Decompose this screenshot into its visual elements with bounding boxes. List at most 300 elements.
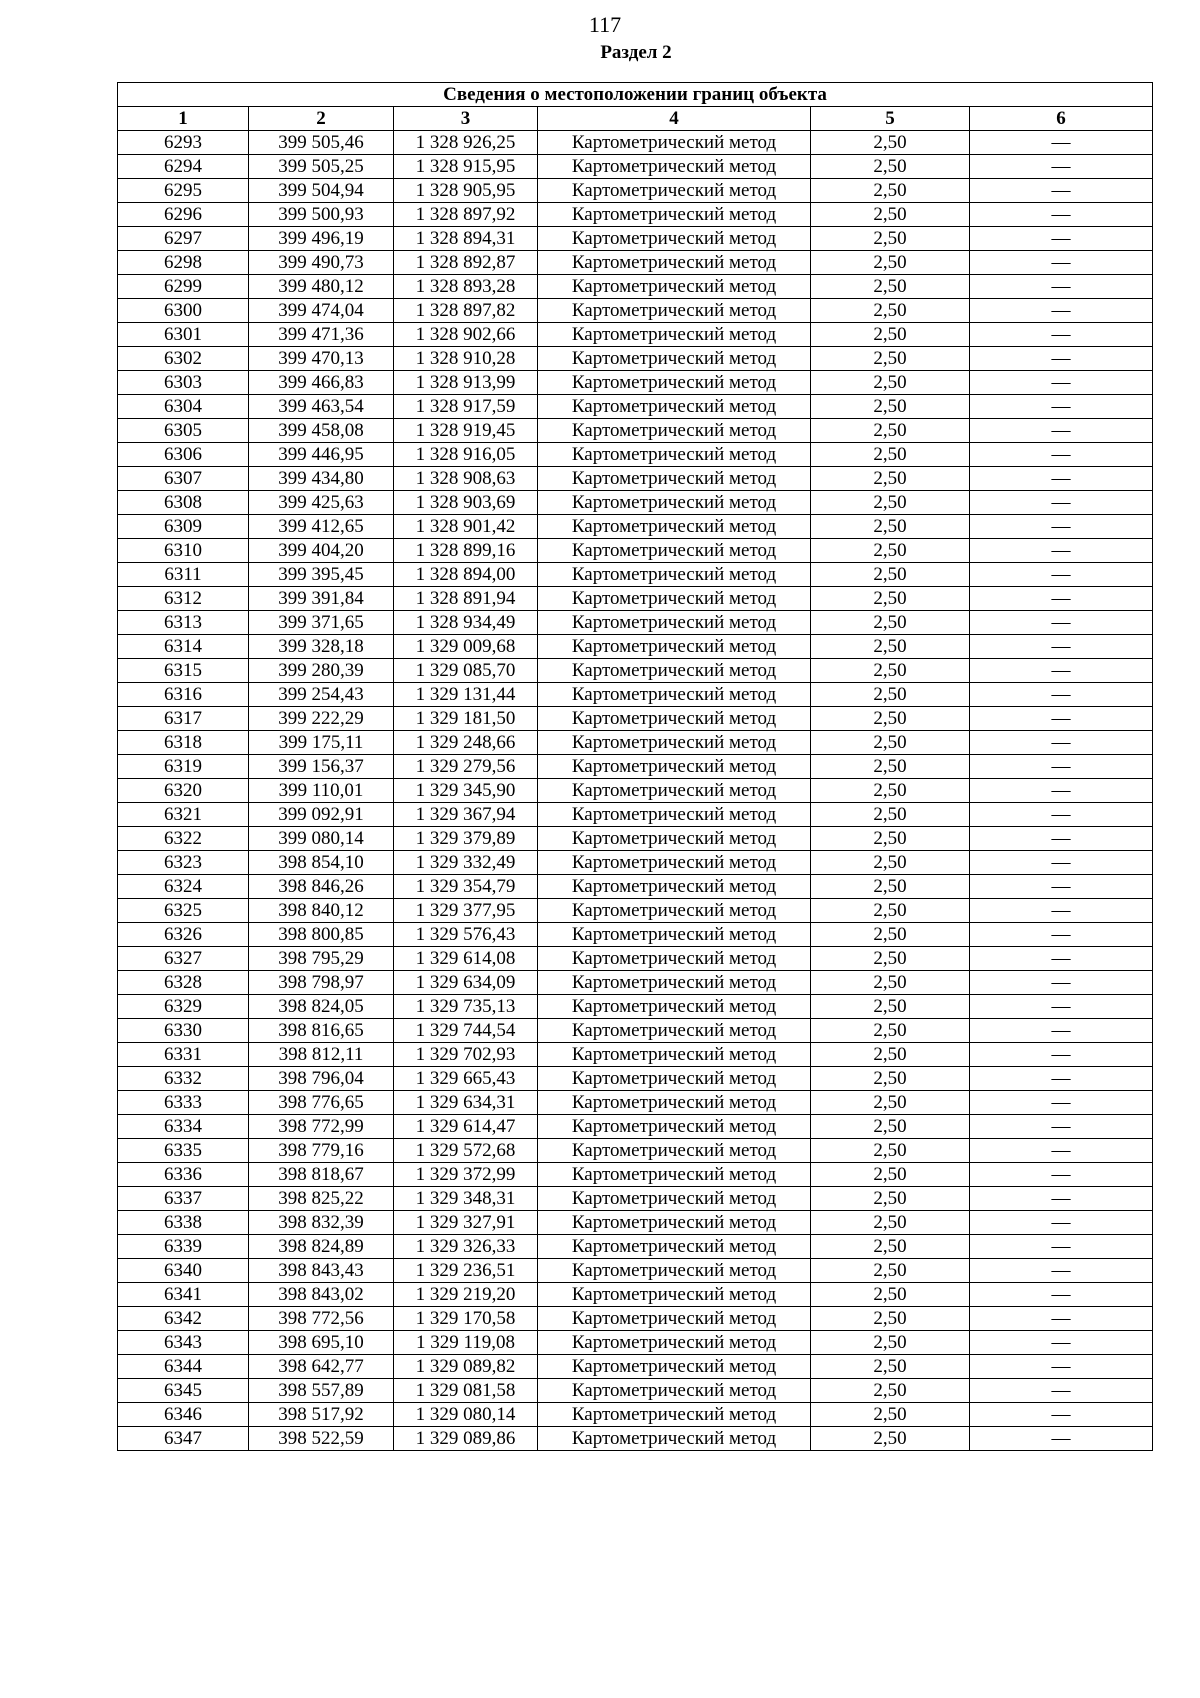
table-row — [118, 779, 1153, 803]
x-coordinate-cell: 399 110,01 — [249, 779, 394, 803]
y-coordinate-cell: 1 328 901,42 — [394, 515, 538, 539]
method-cell: Картометрический метод — [538, 1163, 811, 1187]
description-cell: — — [970, 515, 1153, 539]
table-row — [118, 131, 1153, 155]
accuracy-cell: 2,50 — [811, 227, 970, 251]
method-cell: Картометрический метод — [538, 419, 811, 443]
method-cell: Картометрический метод — [538, 323, 811, 347]
method-cell: Картометрический метод — [538, 1019, 811, 1043]
x-coordinate-cell: 399 175,11 — [249, 731, 394, 755]
table-row — [118, 1307, 1153, 1331]
description-cell: — — [970, 659, 1153, 683]
y-coordinate-cell: 1 329 348,31 — [394, 1187, 538, 1211]
method-cell: Картометрический метод — [538, 443, 811, 467]
table-row — [118, 419, 1153, 443]
accuracy-cell: 2,50 — [811, 1331, 970, 1355]
table-row — [118, 827, 1153, 851]
x-coordinate-cell: 399 458,08 — [249, 419, 394, 443]
method-cell: Картометрический метод — [538, 491, 811, 515]
description-cell: — — [970, 611, 1153, 635]
y-coordinate-cell: 1 328 894,00 — [394, 563, 538, 587]
accuracy-cell: 2,50 — [811, 707, 970, 731]
y-coordinate-cell: 1 328 899,16 — [394, 539, 538, 563]
y-coordinate-cell: 1 329 131,44 — [394, 683, 538, 707]
point-number-cell: 6331 — [118, 1043, 249, 1067]
y-coordinate-cell: 1 328 910,28 — [394, 347, 538, 371]
description-cell: — — [970, 371, 1153, 395]
table-row — [118, 899, 1153, 923]
point-number-cell: 6310 — [118, 539, 249, 563]
accuracy-cell: 2,50 — [811, 1091, 970, 1115]
table-row — [118, 971, 1153, 995]
description-cell: — — [970, 683, 1153, 707]
point-number-cell: 6297 — [118, 227, 249, 251]
method-cell: Картометрический метод — [538, 875, 811, 899]
y-coordinate-cell: 1 329 614,08 — [394, 947, 538, 971]
accuracy-cell: 2,50 — [811, 179, 970, 203]
y-coordinate-cell: 1 329 702,93 — [394, 1043, 538, 1067]
point-number-cell: 6330 — [118, 1019, 249, 1043]
accuracy-cell: 2,50 — [811, 515, 970, 539]
table-row — [118, 1259, 1153, 1283]
accuracy-cell: 2,50 — [811, 491, 970, 515]
description-cell: — — [970, 755, 1153, 779]
method-cell: Картометрический метод — [538, 803, 811, 827]
x-coordinate-cell: 399 446,95 — [249, 443, 394, 467]
y-coordinate-cell: 1 328 913,99 — [394, 371, 538, 395]
point-number-cell: 6323 — [118, 851, 249, 875]
table-row — [118, 1019, 1153, 1043]
description-cell: — — [970, 539, 1153, 563]
description-cell: — — [970, 395, 1153, 419]
y-coordinate-cell: 1 329 080,14 — [394, 1403, 538, 1427]
y-coordinate-cell: 1 328 897,92 — [394, 203, 538, 227]
x-coordinate-cell: 399 500,93 — [249, 203, 394, 227]
method-cell: Картометрический метод — [538, 947, 811, 971]
y-coordinate-cell: 1 329 572,68 — [394, 1139, 538, 1163]
table-row — [118, 731, 1153, 755]
point-number-cell: 6335 — [118, 1139, 249, 1163]
point-number-cell: 6340 — [118, 1259, 249, 1283]
description-cell: — — [970, 875, 1153, 899]
description-cell: — — [970, 731, 1153, 755]
table-row — [118, 1091, 1153, 1115]
description-cell: — — [970, 1283, 1153, 1307]
method-cell: Картометрический метод — [538, 1187, 811, 1211]
y-coordinate-cell: 1 328 894,31 — [394, 227, 538, 251]
description-cell: — — [970, 707, 1153, 731]
method-cell: Картометрический метод — [538, 1283, 811, 1307]
description-cell: — — [970, 1019, 1153, 1043]
method-cell: Картометрический метод — [538, 371, 811, 395]
x-coordinate-cell: 399 080,14 — [249, 827, 394, 851]
method-cell: Картометрический метод — [538, 155, 811, 179]
point-number-cell: 6305 — [118, 419, 249, 443]
description-cell: — — [970, 851, 1153, 875]
x-coordinate-cell: 399 434,80 — [249, 467, 394, 491]
point-number-cell: 6342 — [118, 1307, 249, 1331]
point-number-cell: 6344 — [118, 1355, 249, 1379]
table-row — [118, 1187, 1153, 1211]
point-number-cell: 6322 — [118, 827, 249, 851]
point-number-cell: 6314 — [118, 635, 249, 659]
x-coordinate-cell: 398 816,65 — [249, 1019, 394, 1043]
x-coordinate-cell: 398 798,97 — [249, 971, 394, 995]
table-row — [118, 659, 1153, 683]
x-coordinate-cell: 398 772,99 — [249, 1115, 394, 1139]
point-number-cell: 6337 — [118, 1187, 249, 1211]
method-cell: Картометрический метод — [538, 635, 811, 659]
accuracy-cell: 2,50 — [811, 539, 970, 563]
description-cell: — — [970, 779, 1153, 803]
table-row — [118, 443, 1153, 467]
point-number-cell: 6303 — [118, 371, 249, 395]
x-coordinate-cell: 398 843,43 — [249, 1259, 394, 1283]
accuracy-cell: 2,50 — [811, 1139, 970, 1163]
method-cell: Картометрический метод — [538, 995, 811, 1019]
method-cell: Картометрический метод — [538, 1307, 811, 1331]
x-coordinate-cell: 398 795,29 — [249, 947, 394, 971]
x-coordinate-cell: 398 800,85 — [249, 923, 394, 947]
method-cell: Картометрический метод — [538, 539, 811, 563]
x-coordinate-cell: 399 463,54 — [249, 395, 394, 419]
point-number-cell: 6332 — [118, 1067, 249, 1091]
y-coordinate-cell: 1 329 576,43 — [394, 923, 538, 947]
description-cell: — — [970, 1235, 1153, 1259]
description-cell: — — [970, 347, 1153, 371]
description-cell: — — [970, 419, 1153, 443]
y-coordinate-cell: 1 329 372,99 — [394, 1163, 538, 1187]
table-row — [118, 1235, 1153, 1259]
accuracy-cell: 2,50 — [811, 827, 970, 851]
table-row — [118, 515, 1153, 539]
y-coordinate-cell: 1 328 897,82 — [394, 299, 538, 323]
table-row — [118, 1043, 1153, 1067]
table-row — [118, 227, 1153, 251]
method-cell: Картометрический метод — [538, 923, 811, 947]
accuracy-cell: 2,50 — [811, 323, 970, 347]
description-cell: — — [970, 443, 1153, 467]
table-row — [118, 923, 1153, 947]
method-cell: Картометрический метод — [538, 467, 811, 491]
table-row — [118, 947, 1153, 971]
accuracy-cell: 2,50 — [811, 1283, 970, 1307]
description-cell: — — [970, 1211, 1153, 1235]
x-coordinate-cell: 399 490,73 — [249, 251, 394, 275]
x-coordinate-cell: 398 522,59 — [249, 1427, 394, 1451]
column-header: 5 — [811, 107, 970, 131]
x-coordinate-cell: 399 328,18 — [249, 635, 394, 659]
y-coordinate-cell: 1 329 279,56 — [394, 755, 538, 779]
x-coordinate-cell: 398 846,26 — [249, 875, 394, 899]
y-coordinate-cell: 1 329 614,47 — [394, 1115, 538, 1139]
table-row — [118, 1379, 1153, 1403]
table-row — [118, 611, 1153, 635]
accuracy-cell: 2,50 — [811, 923, 970, 947]
method-cell: Картометрический метод — [538, 731, 811, 755]
x-coordinate-cell: 398 824,89 — [249, 1235, 394, 1259]
point-number-cell: 6313 — [118, 611, 249, 635]
method-cell: Картометрический метод — [538, 1379, 811, 1403]
y-coordinate-cell: 1 329 744,54 — [394, 1019, 538, 1043]
table-row — [118, 155, 1153, 179]
accuracy-cell: 2,50 — [811, 443, 970, 467]
x-coordinate-cell: 398 557,89 — [249, 1379, 394, 1403]
x-coordinate-cell: 399 391,84 — [249, 587, 394, 611]
method-cell: Картометрический метод — [538, 1067, 811, 1091]
description-cell: — — [970, 467, 1153, 491]
method-cell: Картометрический метод — [538, 971, 811, 995]
y-coordinate-cell: 1 329 377,95 — [394, 899, 538, 923]
point-number-cell: 6321 — [118, 803, 249, 827]
accuracy-cell: 2,50 — [811, 1163, 970, 1187]
accuracy-cell: 2,50 — [811, 371, 970, 395]
point-number-cell: 6334 — [118, 1115, 249, 1139]
point-number-cell: 6345 — [118, 1379, 249, 1403]
accuracy-cell: 2,50 — [811, 851, 970, 875]
x-coordinate-cell: 398 779,16 — [249, 1139, 394, 1163]
point-number-cell: 6316 — [118, 683, 249, 707]
accuracy-cell: 2,50 — [811, 779, 970, 803]
x-coordinate-cell: 399 425,63 — [249, 491, 394, 515]
accuracy-cell: 2,50 — [811, 1379, 970, 1403]
accuracy-cell: 2,50 — [811, 635, 970, 659]
y-coordinate-cell: 1 329 332,49 — [394, 851, 538, 875]
table-row — [118, 563, 1153, 587]
description-cell: — — [970, 1043, 1153, 1067]
accuracy-cell: 2,50 — [811, 1043, 970, 1067]
accuracy-cell: 2,50 — [811, 731, 970, 755]
y-coordinate-cell: 1 329 379,89 — [394, 827, 538, 851]
description-cell: — — [970, 971, 1153, 995]
accuracy-cell: 2,50 — [811, 1211, 970, 1235]
method-cell: Картометрический метод — [538, 659, 811, 683]
accuracy-cell: 2,50 — [811, 395, 970, 419]
table-row — [118, 707, 1153, 731]
table-row — [118, 1211, 1153, 1235]
y-coordinate-cell: 1 328 916,05 — [394, 443, 538, 467]
x-coordinate-cell: 398 843,02 — [249, 1283, 394, 1307]
accuracy-cell: 2,50 — [811, 755, 970, 779]
description-cell: — — [970, 1379, 1153, 1403]
method-cell: Картометрический метод — [538, 395, 811, 419]
accuracy-cell: 2,50 — [811, 275, 970, 299]
x-coordinate-cell: 398 832,39 — [249, 1211, 394, 1235]
point-number-cell: 6324 — [118, 875, 249, 899]
description-cell: — — [970, 899, 1153, 923]
description-cell: — — [970, 1355, 1153, 1379]
table-row — [118, 1283, 1153, 1307]
table-row — [118, 1163, 1153, 1187]
x-coordinate-cell: 399 395,45 — [249, 563, 394, 587]
y-coordinate-cell: 1 328 915,95 — [394, 155, 538, 179]
x-coordinate-cell: 398 812,11 — [249, 1043, 394, 1067]
method-cell: Картометрический метод — [538, 1091, 811, 1115]
y-coordinate-cell: 1 329 119,08 — [394, 1331, 538, 1355]
point-number-cell: 6308 — [118, 491, 249, 515]
point-number-cell: 6294 — [118, 155, 249, 179]
point-number-cell: 6325 — [118, 899, 249, 923]
x-coordinate-cell: 399 404,20 — [249, 539, 394, 563]
y-coordinate-cell: 1 328 908,63 — [394, 467, 538, 491]
accuracy-cell: 2,50 — [811, 995, 970, 1019]
method-cell: Картометрический метод — [538, 251, 811, 275]
table-row — [118, 1403, 1153, 1427]
table-row — [118, 587, 1153, 611]
description-cell: — — [970, 1307, 1153, 1331]
point-number-cell: 6304 — [118, 395, 249, 419]
method-cell: Картометрический метод — [538, 1235, 811, 1259]
y-coordinate-cell: 1 328 917,59 — [394, 395, 538, 419]
x-coordinate-cell: 398 796,04 — [249, 1067, 394, 1091]
point-number-cell: 6317 — [118, 707, 249, 731]
x-coordinate-cell: 399 412,65 — [249, 515, 394, 539]
method-cell: Картометрический метод — [538, 707, 811, 731]
column-number-row — [118, 107, 1153, 131]
page-number: 117 — [588, 12, 622, 37]
y-coordinate-cell: 1 328 903,69 — [394, 491, 538, 515]
method-cell: Картометрический метод — [538, 515, 811, 539]
point-number-cell: 6341 — [118, 1283, 249, 1307]
accuracy-cell: 2,50 — [811, 611, 970, 635]
point-number-cell: 6346 — [118, 1403, 249, 1427]
y-coordinate-cell: 1 328 893,28 — [394, 275, 538, 299]
method-cell: Картометрический метод — [538, 275, 811, 299]
table-row — [118, 347, 1153, 371]
method-cell: Картометрический метод — [538, 179, 811, 203]
section-title: Раздел 2 — [600, 42, 672, 63]
accuracy-cell: 2,50 — [811, 971, 970, 995]
accuracy-cell: 2,50 — [811, 467, 970, 491]
table-row — [118, 1115, 1153, 1139]
description-cell: — — [970, 203, 1153, 227]
table-row — [118, 683, 1153, 707]
accuracy-cell: 2,50 — [811, 587, 970, 611]
description-cell: — — [970, 587, 1153, 611]
column-header: 6 — [970, 107, 1153, 131]
method-cell: Картометрический метод — [538, 683, 811, 707]
accuracy-cell: 2,50 — [811, 875, 970, 899]
accuracy-cell: 2,50 — [811, 563, 970, 587]
description-cell: — — [970, 1403, 1153, 1427]
y-coordinate-cell: 1 329 665,43 — [394, 1067, 538, 1091]
x-coordinate-cell: 399 471,36 — [249, 323, 394, 347]
method-cell: Картометрический метод — [538, 1043, 811, 1067]
table-row — [118, 755, 1153, 779]
x-coordinate-cell: 399 092,91 — [249, 803, 394, 827]
x-coordinate-cell: 398 772,56 — [249, 1307, 394, 1331]
x-coordinate-cell: 399 470,13 — [249, 347, 394, 371]
x-coordinate-cell: 399 505,25 — [249, 155, 394, 179]
point-number-cell: 6319 — [118, 755, 249, 779]
description-cell: — — [970, 179, 1153, 203]
column-header: 4 — [538, 107, 811, 131]
x-coordinate-cell: 399 474,04 — [249, 299, 394, 323]
x-coordinate-cell: 398 517,92 — [249, 1403, 394, 1427]
y-coordinate-cell: 1 328 891,94 — [394, 587, 538, 611]
description-cell: — — [970, 1091, 1153, 1115]
point-number-cell: 6336 — [118, 1163, 249, 1187]
method-cell: Картометрический метод — [538, 1403, 811, 1427]
x-coordinate-cell: 398 825,22 — [249, 1187, 394, 1211]
x-coordinate-cell: 399 280,39 — [249, 659, 394, 683]
y-coordinate-cell: 1 329 089,86 — [394, 1427, 538, 1451]
point-number-cell: 6318 — [118, 731, 249, 755]
y-coordinate-cell: 1 329 170,58 — [394, 1307, 538, 1331]
point-number-cell: 6328 — [118, 971, 249, 995]
table-row — [118, 1067, 1153, 1091]
x-coordinate-cell: 399 496,19 — [249, 227, 394, 251]
x-coordinate-cell: 399 254,43 — [249, 683, 394, 707]
column-header: 1 — [118, 107, 249, 131]
y-coordinate-cell: 1 328 892,87 — [394, 251, 538, 275]
y-coordinate-cell: 1 329 367,94 — [394, 803, 538, 827]
table-row — [118, 1427, 1153, 1451]
method-cell: Картометрический метод — [538, 299, 811, 323]
x-coordinate-cell: 399 371,65 — [249, 611, 394, 635]
method-cell: Картометрический метод — [538, 203, 811, 227]
method-cell: Картометрический метод — [538, 899, 811, 923]
description-cell: — — [970, 491, 1153, 515]
method-cell: Картометрический метод — [538, 1331, 811, 1355]
point-number-cell: 6329 — [118, 995, 249, 1019]
description-cell: — — [970, 251, 1153, 275]
description-cell: — — [970, 227, 1153, 251]
accuracy-cell: 2,50 — [811, 419, 970, 443]
point-number-cell: 6326 — [118, 923, 249, 947]
method-cell: Картометрический метод — [538, 1427, 811, 1451]
table-row — [118, 1355, 1153, 1379]
method-cell: Картометрический метод — [538, 131, 811, 155]
table-row — [118, 323, 1153, 347]
description-cell: — — [970, 947, 1153, 971]
description-cell: — — [970, 323, 1153, 347]
table-row — [118, 1139, 1153, 1163]
accuracy-cell: 2,50 — [811, 131, 970, 155]
y-coordinate-cell: 1 329 181,50 — [394, 707, 538, 731]
table-row — [118, 995, 1153, 1019]
accuracy-cell: 2,50 — [811, 1019, 970, 1043]
y-coordinate-cell: 1 329 236,51 — [394, 1259, 538, 1283]
description-cell: — — [970, 1331, 1153, 1355]
x-coordinate-cell: 398 695,10 — [249, 1331, 394, 1355]
table-row — [118, 539, 1153, 563]
y-coordinate-cell: 1 328 919,45 — [394, 419, 538, 443]
point-number-cell: 6293 — [118, 131, 249, 155]
y-coordinate-cell: 1 329 345,90 — [394, 779, 538, 803]
method-cell: Картометрический метод — [538, 1211, 811, 1235]
accuracy-cell: 2,50 — [811, 947, 970, 971]
method-cell: Картометрический метод — [538, 347, 811, 371]
description-cell: — — [970, 563, 1153, 587]
method-cell: Картометрический метод — [538, 1259, 811, 1283]
table-row — [118, 875, 1153, 899]
description-cell: — — [970, 923, 1153, 947]
accuracy-cell: 2,50 — [811, 1259, 970, 1283]
point-number-cell: 6301 — [118, 323, 249, 347]
y-coordinate-cell: 1 328 902,66 — [394, 323, 538, 347]
y-coordinate-cell: 1 328 934,49 — [394, 611, 538, 635]
accuracy-cell: 2,50 — [811, 899, 970, 923]
table-row — [118, 635, 1153, 659]
description-cell: — — [970, 803, 1153, 827]
method-cell: Картометрический метод — [538, 563, 811, 587]
description-cell: — — [970, 1187, 1153, 1211]
method-cell: Картометрический метод — [538, 1139, 811, 1163]
point-number-cell: 6300 — [118, 299, 249, 323]
method-cell: Картометрический метод — [538, 755, 811, 779]
table-caption: Сведения о местоположении границ объекта — [118, 83, 1153, 107]
